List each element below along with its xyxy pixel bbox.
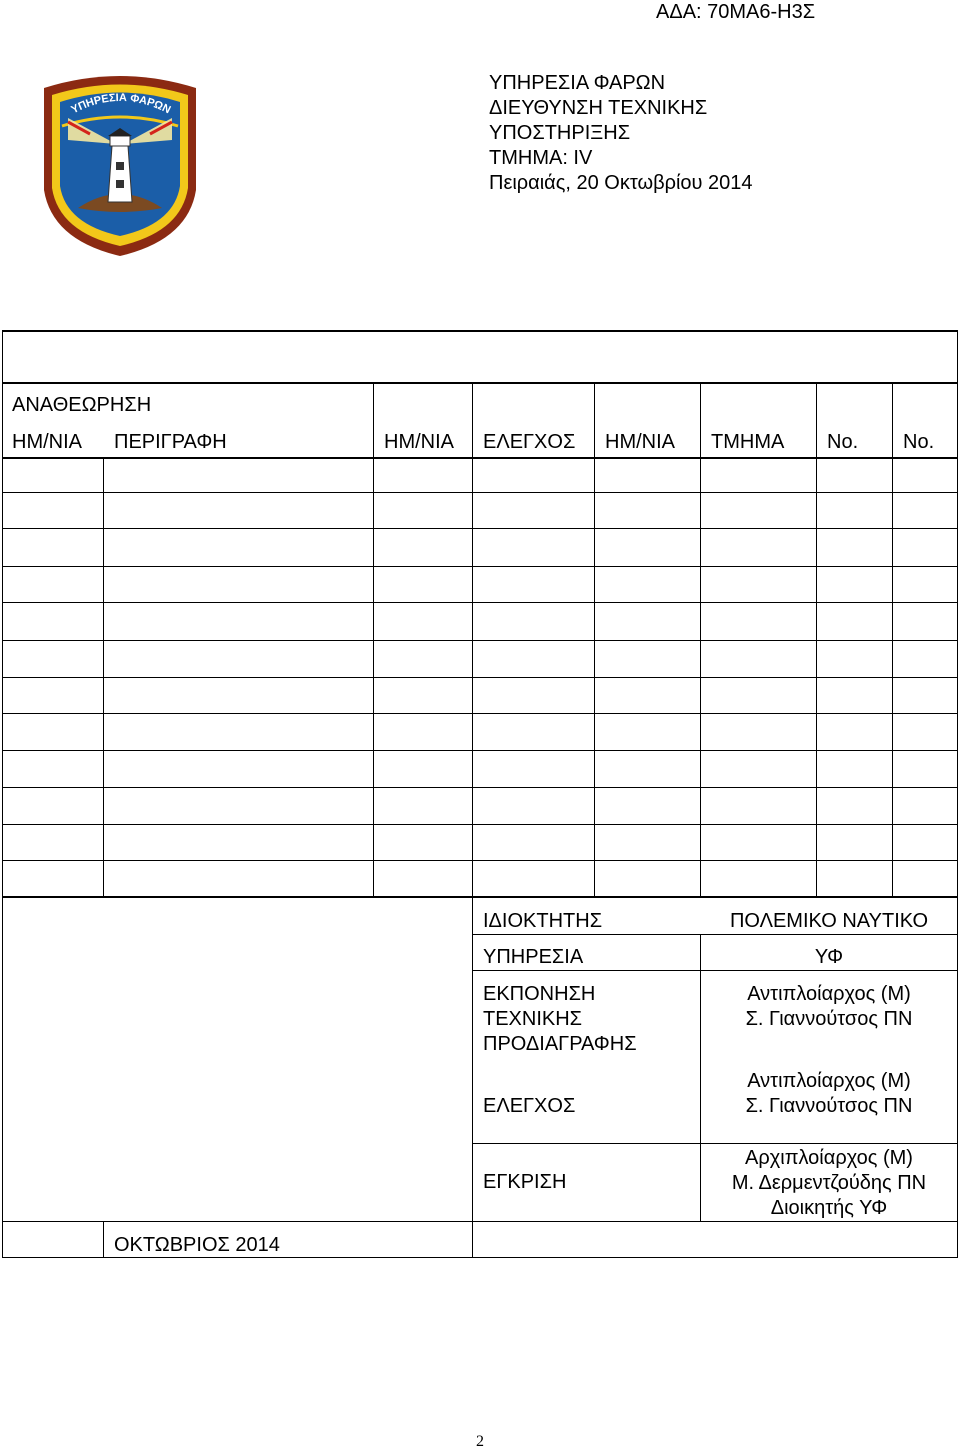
col-date-2: ΗΜ/ΝΙΑ — [384, 431, 454, 453]
approved-by-name: Μ. Δερμεντζούδης ΠΝ — [731, 1172, 927, 1194]
approved-by-title: Διοικητής ΥΦ — [770, 1197, 888, 1219]
service-value: ΥΦ — [814, 946, 844, 968]
header-line: ΥΠΗΡΕΣΙΑ ΦΑΡΩΝ — [489, 72, 666, 94]
header-line: ΤΜΗΜΑ: IV — [489, 147, 593, 169]
prepared-by-rank: Αντιπλοίαρχος (Μ) — [747, 983, 911, 1005]
owner-value: ΠΟΛΕΜΙΚΟ ΝΑΥΤΙΚΟ — [729, 910, 929, 932]
header-line: Πειραιάς, 20 Οκτωβρίου 2014 — [489, 172, 753, 194]
header-line: ΔΙΕΥΘΥΝΣΗ ΤΕΧΝΙΚΗΣ — [489, 97, 708, 119]
approved-by-rank: Αρχιπλοίαρχος (Μ) — [745, 1147, 913, 1169]
lighthouse-service-emblem — [38, 70, 202, 260]
col-department: ΤΜΗΜΑ — [711, 431, 785, 453]
col-date-3: ΗΜ/ΝΙΑ — [605, 431, 675, 453]
checked-by-name: Σ. Γιαννούτσος ΠΝ — [745, 1095, 913, 1117]
ada-code: ΑΔΑ: 70ΜΑ6-Η3Σ — [656, 1, 816, 23]
prepared-label-line: ΕΚΠΟΝΗΣΗ — [483, 983, 596, 1005]
service-label: ΥΠΗΡΕΣΙΑ — [483, 946, 584, 968]
col-description: ΠΕΡΙΓΡΑΦΗ — [114, 431, 227, 453]
svg-text:ΥΠΗΡΕΣΙΑ ΦΑΡΩΝ: ΥΠΗΡΕΣΙΑ ΦΑΡΩΝ — [69, 91, 173, 117]
checked-by-rank: Αντιπλοίαρχος (Μ) — [747, 1070, 911, 1092]
col-no-1: No. — [827, 431, 859, 453]
col-no-2: No. — [903, 431, 935, 453]
revision-title: ΑΝΑΘΕΩΡΗΣΗ — [12, 394, 152, 416]
header-line: ΥΠΟΣΤΗΡΙΞΗΣ — [489, 122, 631, 144]
prepared-label-line: ΤΕΧΝΙΚΗΣ — [483, 1008, 583, 1030]
document-date: ΟΚΤΩΒΡΙΟΣ 2014 — [114, 1234, 280, 1256]
issuer-header — [489, 71, 753, 196]
page-number: 2 — [476, 1433, 484, 1450]
prepared-label-line: ΠΡΟΔΙΑΓΡΑΦΗΣ — [483, 1033, 637, 1055]
approved-label: ΕΓΚΡΙΣΗ — [483, 1171, 567, 1193]
checked-label: ΕΛΕΓΧΟΣ — [483, 1095, 576, 1117]
prepared-by-name: Σ. Γιαννούτσος ΠΝ — [745, 1008, 913, 1030]
col-date-1: ΗΜ/ΝΙΑ — [12, 431, 82, 453]
owner-label: ΙΔΙΟΚΤΗΤΗΣ — [483, 910, 603, 932]
col-check: ΕΛΕΓΧΟΣ — [483, 431, 576, 453]
